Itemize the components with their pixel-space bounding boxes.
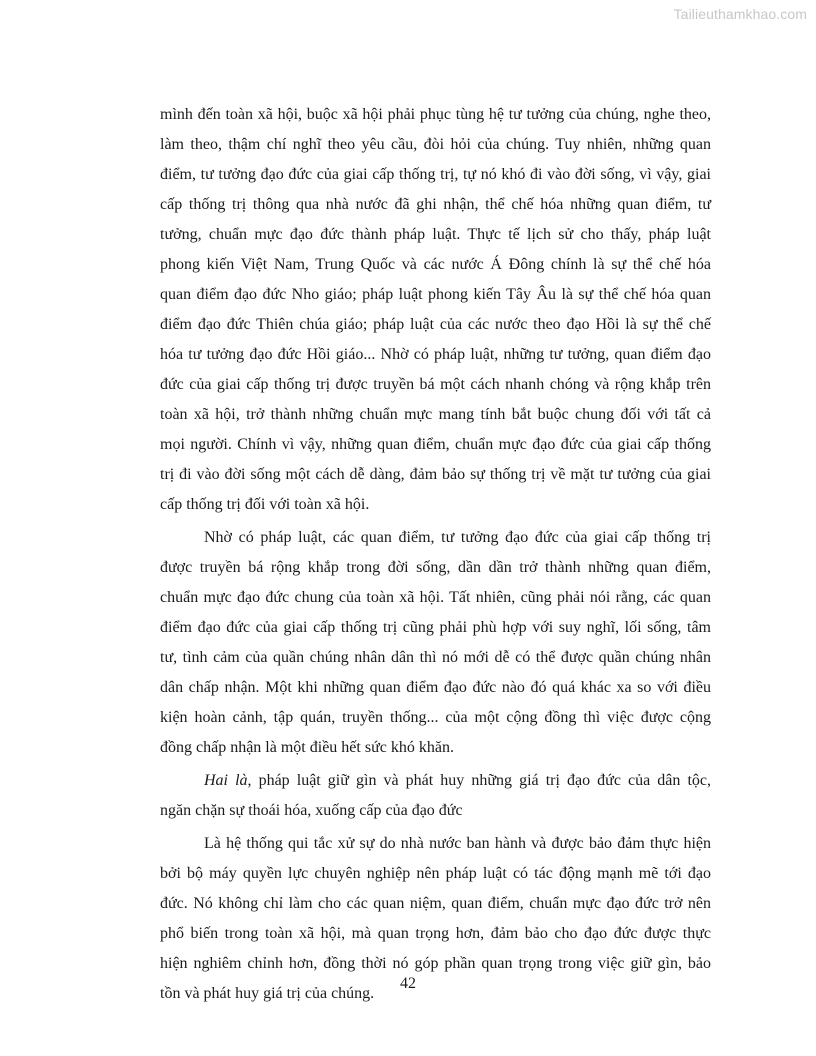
text-run: mình đến toàn xã hội, buộc xã hội phải phục tùng hệ tư tưởng của chúng, nghe theo, (160, 106, 711, 123)
text-run: ngăn chặn sự thoái hóa, xuống cấp của đạo đức (160, 802, 463, 819)
text-run: điểm, tư tưởng đạo đức của giai cấp thống trị, tự nó khó đi vào đời sống, vì vậy, giai (160, 166, 711, 183)
text-line (160, 460, 711, 490)
text-line (160, 766, 711, 796)
text-run: kiện hoàn cảnh, tập quán, truyền thống... của một cộng đồng thì việc được cộng (160, 709, 711, 726)
text-line (160, 250, 711, 280)
text-run: tồn và phát huy giá trị của chúng. (160, 985, 375, 1002)
text-run: tư, tình cảm của quần chúng nhân dân thì nó mới dễ có thể được quần chúng nhân (160, 649, 711, 666)
text-line (160, 643, 711, 673)
text-line (160, 100, 711, 130)
text-run: điểm đạo đức Thiên chúa giáo; pháp luật của các nước theo đạo Hồi là sự thể chế (160, 316, 711, 333)
paragraph (160, 100, 711, 520)
text-run: Là hệ thống qui tắc xử sự do nhà nước ban hành và được bảo đảm thực hiện (204, 835, 711, 852)
text-run: dân chấp nhận. Một khi những quan điểm đạo đức nào đó quá khác xa so với điều (160, 679, 711, 696)
text-line (160, 583, 711, 613)
text-run: hóa tư tưởng đạo đức Hồi giáo... Nhờ có pháp luật, những tư tưởng, quan điểm đạo (160, 346, 711, 363)
text-run: bởi bộ máy quyền lực chuyên nghiệp nên pháp luật có tác động mạnh mẽ tới đạo (160, 865, 711, 882)
text-line (160, 796, 711, 826)
text-run: được truyền bá rộng khắp trong đời sống, dần dần trở thành những quan điểm, (160, 559, 711, 576)
page-number: 42 (400, 975, 416, 992)
document-body (160, 100, 711, 1012)
text-run: phổ biến trong toàn xã hội, mà quan trọng hơn, đảm bảo cho đạo đức được thực (160, 925, 711, 942)
text-run: cấp thống trị thông qua nhà nước đã ghi nhận, thể chế hóa những quan điểm, tư (160, 196, 711, 213)
text-line (160, 220, 711, 250)
text-run: cấp thống trị đối với toàn xã hội. (160, 496, 370, 513)
text-line (160, 829, 711, 859)
text-line (160, 523, 711, 553)
text-run: phong kiến Việt Nam, Trung Quốc và các nước Á Đông chính là sự thể chế hóa (160, 256, 711, 273)
paragraph (160, 766, 711, 826)
paragraph (160, 523, 711, 763)
text-run: đức của giai cấp thống trị được truyền bá một cách nhanh chóng và rộng khắp trên (160, 376, 711, 393)
text-line (160, 310, 711, 340)
text-line (160, 400, 711, 430)
text-line (160, 733, 711, 763)
text-run: mọi người. Chính vì vậy, những quan điểm, chuẩn mực đạo đức của giai cấp thống (160, 436, 711, 453)
italic-text-run: Hai là (204, 772, 248, 789)
text-run: chuẩn mực đạo đức chung của toàn xã hội. Tất nhiên, cũng phải nói rằng, các quan (160, 589, 711, 606)
text-run: tưởng, chuẩn mực đạo đức thành pháp luật. Thực tế lịch sử cho thấy, pháp luật (160, 226, 711, 243)
text-run: trị đi vào đời sống một cách dễ dàng, đảm bảo sự thống trị về mặt tư tưởng của giai (160, 466, 711, 483)
text-line (160, 889, 711, 919)
text-run: hiện nghiêm chỉnh hơn, đồng thời nó góp phần quan trọng trong việc giữ gìn, bảo (160, 955, 711, 972)
text-line (160, 673, 711, 703)
text-run: điểm đạo đức của giai cấp thống trị cũng phải phù hợp với suy nghĩ, lối sống, tâm (160, 619, 711, 636)
text-line (160, 859, 711, 889)
text-line (160, 613, 711, 643)
text-line (160, 160, 711, 190)
text-line (160, 490, 711, 520)
text-line (160, 340, 711, 370)
text-line (160, 703, 711, 733)
text-line (160, 130, 711, 160)
text-run: , pháp luật giữ gìn và phát huy những giá trị đạo đức của dân tộc, (247, 772, 711, 789)
text-run: làm theo, thậm chí nghĩ theo yêu cầu, đòi hỏi của chúng. Tuy nhiên, những quan (160, 136, 711, 153)
text-run: đức. Nó không chỉ làm cho các quan niệm, quan điểm, chuẩn mực đạo đức trở nên (160, 895, 711, 912)
text-line (160, 280, 711, 310)
text-line (160, 919, 711, 949)
text-run: quan điểm đạo đức Nho giáo; pháp luật phong kiến Tây Âu là sự thể chế hóa quan (160, 286, 711, 303)
text-line (160, 553, 711, 583)
text-line (160, 430, 711, 460)
text-line (160, 190, 711, 220)
text-run: Nhờ có pháp luật, các quan điểm, tư tưởng đạo đức của giai cấp thống trị (204, 529, 711, 546)
text-run: toàn xã hội, trở thành những chuẩn mực mang tính bắt buộc chung đối với tất cả (160, 406, 711, 423)
text-run: đồng chấp nhận là một điều hết sức khó khăn. (160, 739, 454, 756)
text-line (160, 370, 711, 400)
watermark-text: Tailieuthamkhao.com (673, 6, 807, 22)
